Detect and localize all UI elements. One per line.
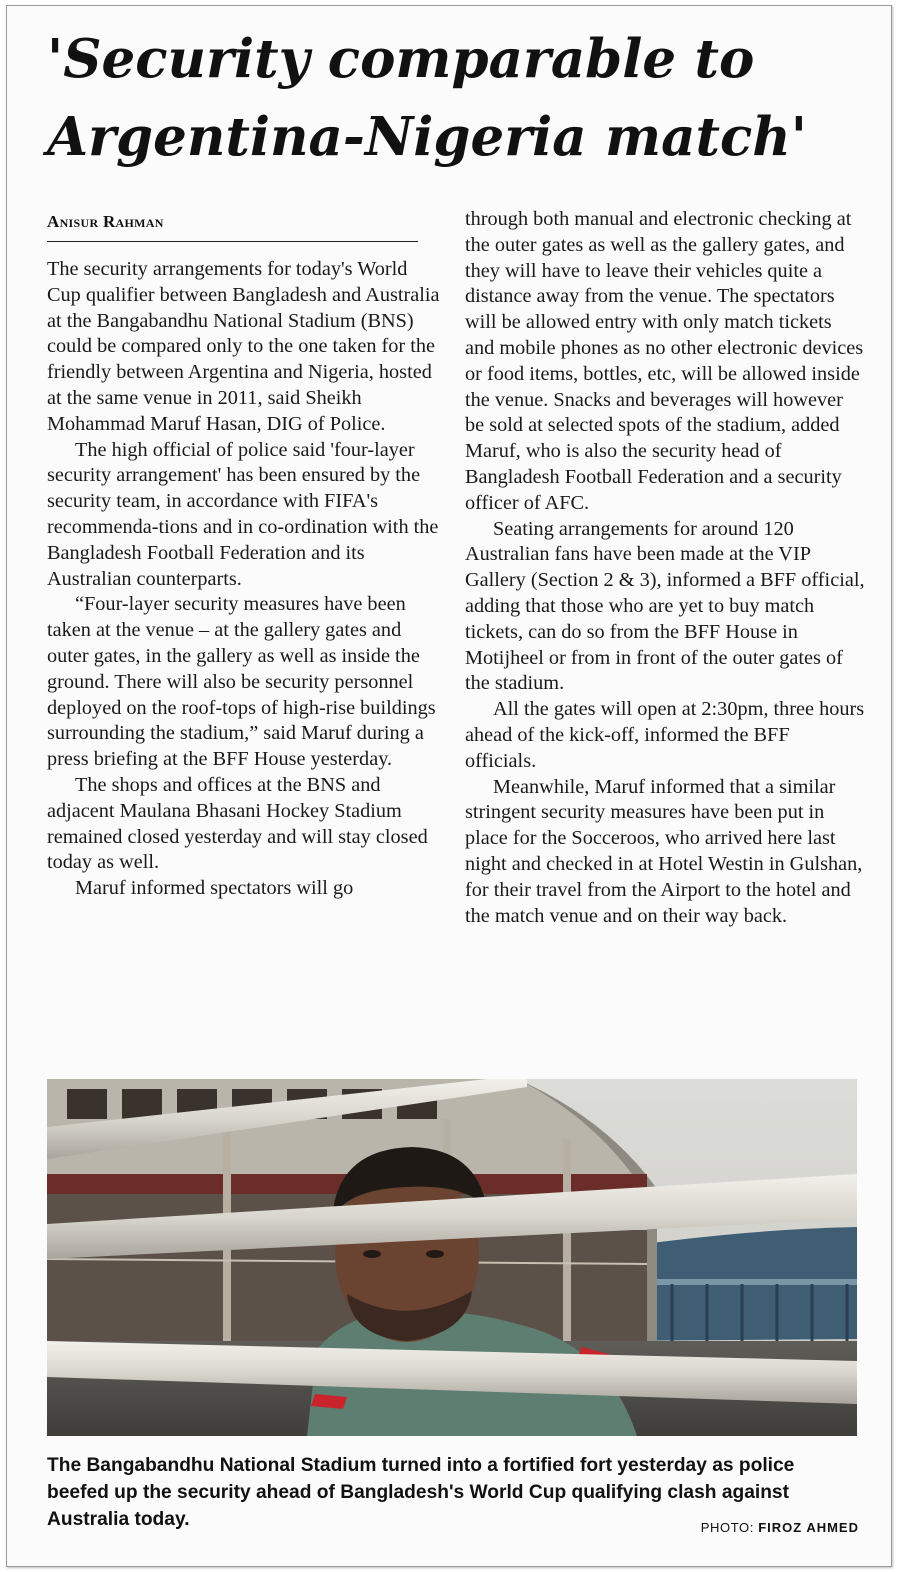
article-column-1 <box>47 257 445 902</box>
news-photo <box>47 1079 857 1436</box>
photo-credit-label: PHOTO: <box>700 1520 754 1535</box>
article-column-2 <box>465 207 865 929</box>
photo-caption: The Bangabandhu National Stadium turned into a fortified fort yesterday as police beefed up the security ahead of Bangladesh's World Cup qualifying clash against Australia today. <box>47 1455 795 1530</box>
paragraph: “Four-layer security measures have been taken at the venue – at the gallery gates and outer gates, in the gallery as well as inside the ground. There will also be security personnel deployed on the roof-tops of high-rise buildings surrounding the stadium,” said Maruf during a press briefing at the BFF House yesterday. <box>47 593 436 771</box>
paragraph: Meanwhile, Maruf informed that a similar stringent security measures have been put in place for the Socceroos, who arrived here last night and checked in at Hotel Westin in Gulshan, for their travel from the Airport to the hotel and the match venue and on their way back. <box>465 775 863 927</box>
photo-credit <box>701 1520 859 1535</box>
paragraph: The high official of police said 'four-layer security arrangement' has been ensured by the security team, in accordance with FIFA's recommenda-tions and in co-ordination with the Bangladesh Football Federation and its Australian counterparts. <box>47 438 439 590</box>
paragraph: Maruf informed spectators will go <box>75 877 354 900</box>
paragraph: Seating arrangements for around 120 Australian fans have been made at the VIP Gallery (Section 2 & 3), informed a BFF official, adding that those who are yet to buy match tickets, can do so from the BFF House in Motijheel or from in front of the outer gates of the stadium. <box>465 517 865 695</box>
byline-rule <box>47 241 418 242</box>
photo-credit-name: FIROZ AHMED <box>758 1520 859 1535</box>
paragraph: All the gates will open at 2:30pm, three hours ahead of the kick-off, informed the BFF officials. <box>465 698 865 772</box>
paragraph: through both manual and electronic checking at the outer gates as well as the gallery gates, and they will have to leave their vehicles quite a distance away from the venue. The spectators will be allowed entry with only match tickets and mobile phones as no other electronic devices or food items, bottles, etc, will be allowed inside the venue. Snacks and beverages will however be sold at selected spots of the stadium, added Maruf, who is also the security head of Bangladesh Football Federation and a security officer of AFC. <box>465 208 864 514</box>
stadium-photo-illustration <box>47 1079 857 1436</box>
byline: Anisur Rahman <box>47 212 164 231</box>
paragraph: The shops and offices at the BNS and adjacent Maulana Bhasani Hockey Stadium remained closed yesterday and will stay closed today as well. <box>47 773 428 874</box>
headline: 'Security comparable to Argentina-Nigeria match' <box>47 28 807 168</box>
paragraph: The security arrangements for today's World Cup qualifier between Bangladesh and Australia at the Bangabandhu National Stadium (BNS) could be compared only to the one taken for the friendly between Argentina and Nigeria, hosted at the same venue in 2011, said Sheikh Mohammad Maruf Hasan, DIG of Police. <box>47 258 440 435</box>
